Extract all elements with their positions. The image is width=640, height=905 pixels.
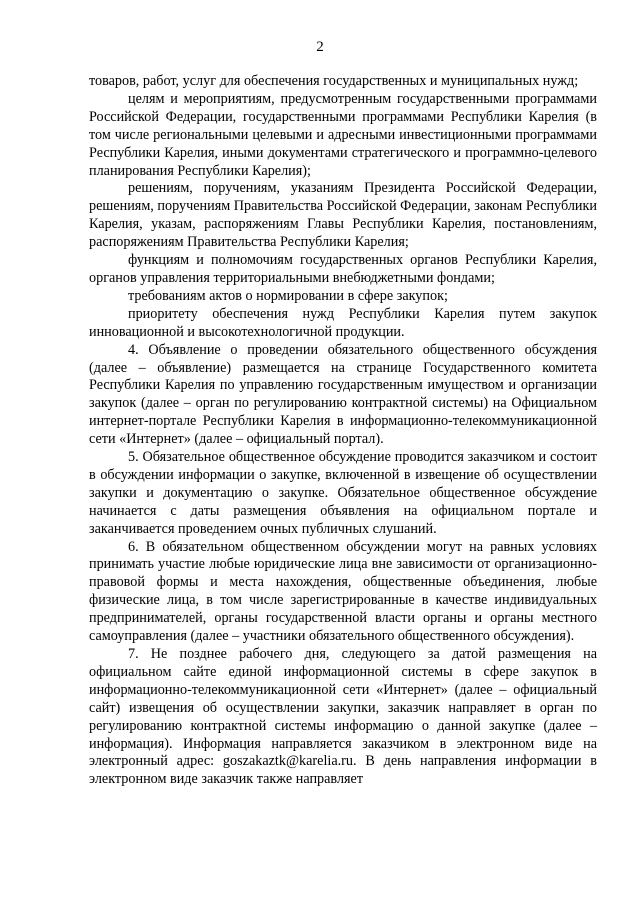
paragraph-programs: целям и мероприятиям, предусмотренным государственными программами Российской Федерации, государственными программами Республики Карелия (в том числе региональными целевыми и адресными инвестиционными программами Республики Карелия, иными документами стратегического и программно-целевого планирования Республики Карелия); [89,90,597,179]
document-body [89,73,597,789]
paragraph-continuation: товаров, работ, услуг для обеспечения государственных и муниципальных нужд; [89,73,579,89]
paragraph-item-4: 4. Объявление о проведении обязательного общественного обсуждения (далее – объявление) размещается на странице Государственного комитета Республики Карелия по управлению государственным имуществом и организации закупок (далее – орган по регулированию контрактной системы) на Официальном интернет-портале Республики Карелия в информационно-телекоммуникационной сети «Интернет» (далее – официальный портал). [89,341,597,448]
paragraph-decisions: решениям, поручениям, указаниям Президента Российской Федерации, решениям, поручениям Правительства Российской Федерации, законам Республики Карелия, указам, распоряжениям Главы Республики Карелия, постановлениям, распоряжениям Правительства Республики Карелия; [89,180,597,251]
paragraph-requirements: требованиям актов о нормировании в сфере закупок; [128,287,448,304]
paragraph-item-6: 6. В обязательном общественном обсуждении могут на равных условиях принимать участие любые юридические лица вне зависимости от организационно-правовой формы и места нахождения, общественные объединения, любые физические лица, в том числе зарегистрированные в качестве индивидуальных предпринимателей, органы государственной власти органы и органы местного самоуправления (далее – участники обязательного общественного обсуждения). [89,538,597,645]
paragraph-item-5: 5. Обязательное общественное обсуждение проводится заказчиком и состоит в обсуждении информации о закупке, включенной в извещение об осуществлении закупки и документацию о закупке. Обязательное общественное обсуждение начинается с даты размещения объявления на официальном портале и заканчивается проведением очных публичных слушаний. [89,449,597,537]
paragraph-priority: приоритету обеспечения нужд Республики Карелия путем закупок инновационной и высокотехнологичной продукции. [89,305,597,340]
paragraph-item-7: 7. Не позднее рабочего дня, следующего за датой размещения на официальном сайте единой информационной системы в сфере закупок в информационно-телекоммуникационной сети «Интернет» (далее – официальный сайт) извещения об осуществлении закупки, заказчик направляет в орган по регулированию контрактной системы информацию о данной закупке (далее – информация). Информация направляется заказчиком в электронном виде на электронный адрес: goszakaztk@karelia.ru. В день направления информации в электронном виде заказчик также направляет [89,646,597,788]
page-number: 2 [316,39,324,55]
paragraph-functions: функциям и полномочиям государственных органов Республики Карелия, органов управления территориальными внебюджетными фондами; [89,252,597,286]
